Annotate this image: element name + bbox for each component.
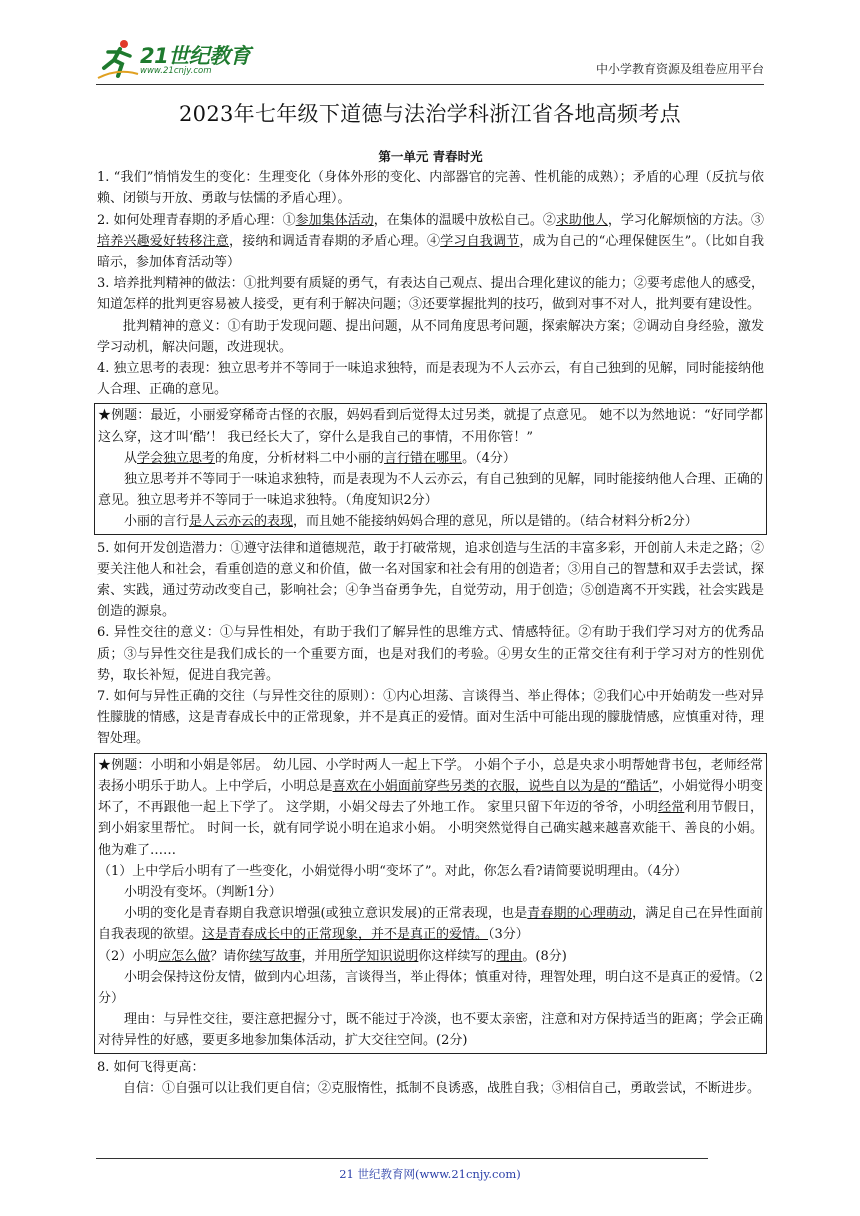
example-box-1 [94, 403, 767, 534]
point-3: 3. 培养批判精神的做法：①批判要有质疑的勇气，有表达自己观点、提出合理化建议的能力；②要考虑他人的感受，知道怎样的批判更容易被人接受，更有利于解决问题；③还要掌握批判的技巧，做到对事不对人，批判要有建设性。 [97, 276, 764, 313]
example-2-answer-1a: 小明没有变坏。（判断1分） [124, 884, 282, 900]
point-8: 8. 如何飞得更高： [97, 1059, 205, 1075]
point-3-significance: 批判精神的意义：①有助于发现问题、提出问题，从不同角度思考问题，探索解决方案；②调动自身经验，激发学习动机，解决问题，改进现状。 [97, 318, 764, 355]
point-7: 7. 如何与异性正确的交往（与异性交往的原则）：①内心坦荡、言谈得当、举止得体；②我们心中开始萌发一些对异性朦胧的情感，这是青春成长中的正常现象，并不是真正的爱情。面对生活中可能出现的朦胧情感，应慎重对待，理智处理。 [97, 689, 764, 747]
header-divider [96, 84, 764, 85]
document-body [97, 146, 764, 1099]
example-2-question-2: （2）小明应怎么做？请你续写故事，并用所学知识说明你这样续写的理由。(8分) [98, 948, 567, 964]
unit-title: 第一单元 青春时光 [378, 149, 483, 164]
point-1: 1. “我们”悄悄发生的变化：生理变化（身体外形的变化、内部器官的完善、性机能的成熟）；矛盾的心理（反抗与依赖、闭锁与开放、勇敢与怯懦的矛盾心理）。 [97, 170, 764, 207]
point-8-confidence: 自信：①自强可以让我们更自信；②克服惰性，抵制不良诱惑，战胜自我；③相信自己，勇敢尝试，不断进步。 [123, 1080, 761, 1096]
document-title: 2023年七年级下道德与法治学科浙江省各地高频考点 [179, 102, 681, 126]
footer-divider [96, 1158, 708, 1159]
example-1-answer-a: 独立思考并不等同于一味追求独特，而是表现为不人云亦云，有自己独到的见解，同时能接纳他人合理、正确的意见。独立思考并不等同于一味追求独特。（角度知识2分） [98, 472, 763, 509]
page-header [96, 38, 764, 82]
logo-text: 21世纪教育 [140, 44, 251, 68]
example-2-answer-2: 小明会保持这份友情，做到内心坦荡，言谈得当，举止得体；慎重对待，理智处理，明白这不是真正的爱情。（2分） [98, 969, 763, 1006]
example-1-answer-b: 小丽的言行是人云亦云的表现，而且她不能接纳妈妈合理的意见，所以是错的。（结合材料分析2分） [124, 514, 698, 530]
example-1-question: 从学会独立思考的角度，分析材料二中小丽的言行错在哪里。（4分） [124, 450, 516, 466]
runner-icon [96, 38, 140, 82]
example-2-reason: 理由：与异性交往，要注意把握分寸，既不能过于冷淡，也不要太亲密，注意和对方保持适当的距离；学会正确对待异性的好感，要更多地参加集体活动，扩大交往空间。(2分) [98, 1012, 763, 1049]
logo [96, 38, 266, 82]
example-2-material: ★例题：小明和小娟是邻居。 幼儿园、小学时两人一起上下学。 小娟个子小，总是央求小明帮她背书包，老师经常表扬小明乐于助人。上中学后，小明总是喜欢在小娟面前穿些另类的衣服，说些自以为是的“酷话”，小娟觉得小明变坏了，不再跟他一起上下学了。 这学期，小娟父母去了外地工作。 家里只留下年迈的爷爷，小明经常利用节假日，到小娟家里帮忙。 时间一长，就有同学说小明在追求小娟。 小明突然觉得自己确实越来越喜欢能干、善良的小娟。他为难了…… [98, 757, 763, 858]
point-4: 4. 独立思考的表现：独立思考并不等同于一味追求独特，而是表现为不人云亦云，有自己独到的见解，同时能接纳他人合理、正确的意见。 [97, 361, 764, 398]
page-footer: 21 世纪教育网(www.21cnjy.com) [339, 1167, 521, 1181]
example-box-2 [94, 753, 767, 1054]
example-2-answer-1b: 小明的变化是青春期自我意识增强(或独立意识发展)的正常表现，也是青春期的心理萌动，满足自己在异性面前自我表现的欲望。这是青春成长中的正常现象，并不是真正的爱情。（3分） [98, 906, 763, 943]
point-5: 5. 如何开发创造潜力：①遵守法律和道德规范，敢于打破常规，追求创造与生活的丰富多彩，开创前人未走之路；②要关注他人和社会，看重创造的意义和价值，做一名对国家和社会有用的创造者；③用自己的智慧和双手去尝试，探索、实践，通过劳动改变自己，影响社会；④争当奋勇争先，自觉劳动，用于创造；⑤创造离不开实践，社会实践是创造的源泉。 [97, 540, 764, 620]
logo-url: www.21cnjy.com [140, 66, 212, 76]
example-1-material: ★例题：最近，小丽爱穿稀奇古怪的衣服，妈妈看到后觉得太过另类，就提了点意见。 她不以为然地说：“好同学都这么穿，这才叫‘酷’！ 我已经长大了，穿什么是我自己的事情，不用你管！” [98, 408, 763, 445]
example-2-question-1: （1）上中学后小明有了一些变化，小娟觉得小明“变坏了”。对此，你怎么看?请简要说明理由。（4分） [98, 863, 688, 879]
point-6: 6. 异性交往的意义：①与异性相处，有助于我们了解异性的思维方式、情感特征。②有助于我们学习对方的优秀品质；③与异性交往是我们成长的一个重要方面，也是对我们的考验。④男女生的正常交往有利于学习对方的性别优势，取长补短，促进自我完善。 [97, 625, 764, 683]
point-2: 2. 如何处理青春期的矛盾心理：①参加集体活动，在集体的温暖中放松自己。②求助他人，学习化解烦恼的方法。③培养兴趣爱好转移注意，接纳和调适青春期的矛盾心理。④学习自我调节，成为自己的“心理保健医生”。（比如自我暗示，参加体育活动等） [97, 212, 764, 271]
platform-name: 中小学教育资源及组卷应用平台 [595, 62, 764, 76]
